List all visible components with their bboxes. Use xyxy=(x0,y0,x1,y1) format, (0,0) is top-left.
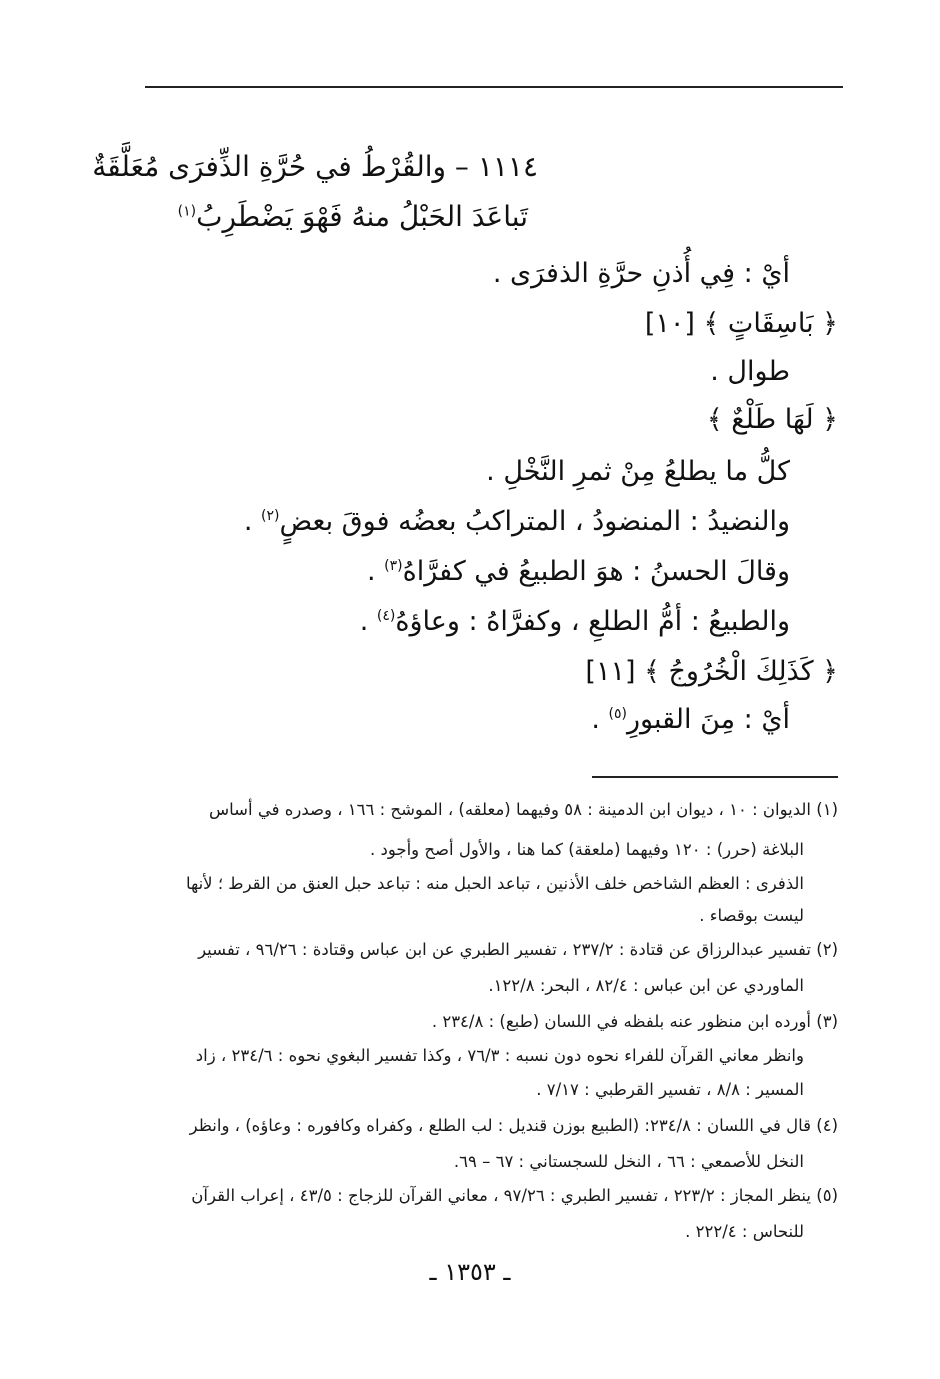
body-line-7-tail: . xyxy=(366,556,385,587)
footnote-1-line-4: ليست بوقصاء . xyxy=(699,906,804,925)
footnote-4-line-2: النخل للأصمعي : ٦٦ ، النخل للسجستاني : ٦٧ – ٦٩. xyxy=(453,1152,804,1171)
body-line-4: ﴿ لَهَا طَلْعٌ ﴾ xyxy=(706,404,838,435)
body-line-1: أيْ : فِي أُذنِ حرَّةِ الذفرَى . xyxy=(492,258,790,289)
footnote-1-line-2: البلاغة (حرر) : ١٢٠ وفيهما (ملعقة) كما هنا ، والأول أصح وأجود . xyxy=(370,840,804,859)
footnote-2-line-2: الماوردي عن ابن عباس : ٨٢/٤ ، البحر: ١٢٢/٨. xyxy=(488,976,804,995)
body-line-6 xyxy=(244,506,790,537)
header-rule xyxy=(145,86,843,88)
body-line-7 xyxy=(367,556,790,587)
footnote-ref-5: (٥) xyxy=(608,706,627,722)
footnote-5-line-2: للنحاس : ٢٢٢/٤ . xyxy=(685,1222,804,1241)
footnote-5-line-1: (٥) ينظر المجاز : ٢٢٣/٢ ، تفسير الطبري : ٩٧/٢٦ ، معاني القرآن للزجاج : ٤٣/٥ ، إعراب القرآن xyxy=(191,1186,838,1205)
footnote-ref-2: (٢) xyxy=(261,508,280,524)
body-line-6-tail: . xyxy=(243,506,262,537)
verse-line-1: ١١١٤ – والقُرْطُ في حُرَّةِ الذِّفرَى مُعَلَّقَةٌ xyxy=(92,150,538,183)
footnote-3-line-3: المسير : ٨/٨ ، تفسير القرطبي : ٧/١٧ . xyxy=(536,1080,804,1099)
body-line-10 xyxy=(591,704,790,735)
footnotes-rule xyxy=(592,776,838,778)
body-line-7-text: وقالَ الحسنُ : هوَ الطبيعُ في كفرَّاهُ xyxy=(402,556,790,587)
body-line-10-tail: . xyxy=(591,704,609,735)
footnote-3-line-1: (٣) أورده ابن منظور عنه بلفظه في اللسان (طبع) : ٢٣٤/٨ . xyxy=(431,1012,838,1031)
body-line-8-text: والطبيعُ : أمُّ الطلعِ ، وكفرَّاهُ : وعاؤهُ xyxy=(395,606,790,637)
footnote-4-line-1: (٤) قال في اللسان : ٢٣٤/٨: (الطبيع بوزن قنديل : لب الطلع ، وكفراه وكافوره : وعاؤه) ، وانظر xyxy=(189,1116,838,1135)
footnote-ref-3: (٣) xyxy=(384,558,403,574)
body-line-5: كلُّ ما يطلعُ مِنْ ثمرِ النَّخْلِ . xyxy=(486,456,790,487)
body-line-2: ﴿ بَاسِقَاتٍ ﴾ [١٠] xyxy=(644,308,838,339)
body-line-6-text: والنضيدُ : المنضودُ ، المتراكبُ بعضُه فوقَ بعضٍ xyxy=(279,506,790,537)
footnote-ref-1: (١) xyxy=(177,203,197,220)
body-line-9: ﴿ كَذَلِكَ الْخُرُوجُ ﴾ [١١] xyxy=(585,656,838,687)
footnote-ref-4: (٤) xyxy=(376,608,396,624)
verse-line-2-text: تَباعَدَ الحَبْلُ منهُ فَهْوَ يَضْطَرِبُ xyxy=(196,200,528,233)
body-line-8 xyxy=(360,606,790,637)
verse-line-2 xyxy=(178,200,528,233)
footnote-1-line-3: الذفرى : العظم الشاخص خلف الأذنين ، تباعد الحبل منه : تباعد حبل العنق من القرط ؛ لأنها xyxy=(185,874,804,893)
footnote-3-line-2: وانظر معاني القرآن للفراء نحوه دون نسبه : ٧٦/٣ ، وكذا تفسير البغوي نحوه : ٢٣٤/٦ ، زاد xyxy=(195,1046,804,1065)
body-line-3: طوال . xyxy=(710,356,790,387)
body-line-10-text: أيْ : مِنَ القبورِ xyxy=(626,704,790,735)
footnote-1-line-1: (١) الديوان : ١٠ ، ديوان ابن الدمينة : ٥٨ وفيهما (معلقه) ، الموشح : ١٦٦ ، وصدره في أساس xyxy=(209,800,838,819)
footnote-2-line-1: (٢) تفسير عبدالرزاق عن قتادة : ٢٣٧/٢ ، تفسير الطبري عن ابن عباس وقتادة : ٩٦/٢٦ ، تفسير xyxy=(198,940,838,959)
page-number: ـ ١٣٥٣ ـ xyxy=(429,1258,511,1286)
body-line-8-tail: . xyxy=(359,606,377,637)
